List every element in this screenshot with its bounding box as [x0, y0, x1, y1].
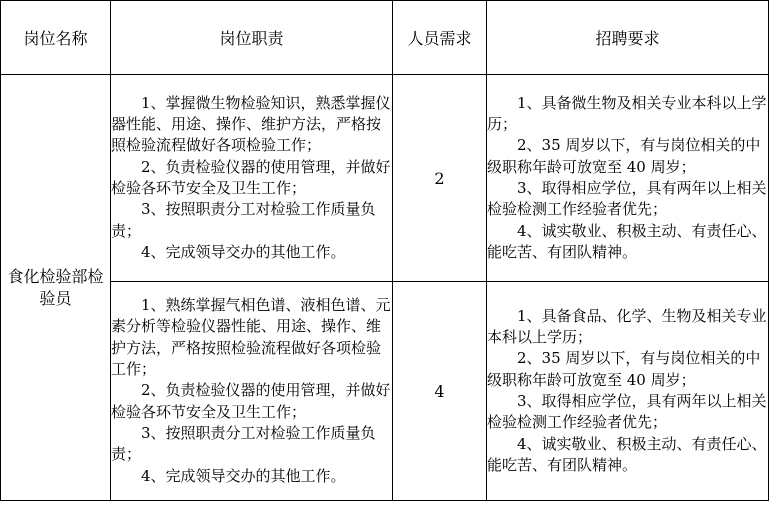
table-row: [1, 75, 769, 282]
header-requirements: 招聘要求: [487, 1, 769, 75]
duties-cell: [111, 75, 393, 282]
duty-item: 3、按照职责分工对检验工作质量负责；: [111, 200, 376, 240]
duty-item: 2、负责检验仪器的使用管理，并做好检验各环节安全及卫生工作；: [111, 157, 391, 197]
headcount-cell: 4: [393, 282, 487, 501]
header-duties: 岗位职责: [111, 1, 393, 75]
position-name-cell: [1, 75, 111, 501]
requirement-item: 3、取得相应学位，具有两年以上相关检验检测工作经验者优先；: [487, 179, 767, 219]
duty-item: 1、掌握微生物检验知识，熟悉掌握仪器性能、用途、操作、维护方法，严格按照检验流程做好各项检验工作；: [111, 93, 391, 155]
header-headcount: 人员需求: [393, 1, 487, 75]
requirements-cell: [487, 75, 769, 282]
header-position-name: 岗位名称: [1, 1, 111, 75]
duty-item: 4、完成领导交办的其他工作。: [141, 466, 346, 485]
requirement-item: 1、具备微生物及相关专业本科以上学历；: [487, 93, 767, 134]
duty-item: 2、负责检验仪器的使用管理，并做好检验各环节安全及卫生工作；: [111, 381, 391, 421]
table-row: [1, 282, 769, 501]
requirement-item: 4、诚实敬业、积极主动、有责任心、能吃苦、有团队精神。: [487, 221, 767, 261]
requirement-item: 2、35 周岁以下，有与岗位相关的中级职称年龄可放宽至 40 周岁；: [487, 349, 761, 389]
duty-item: 1、熟练掌握气相色谱、液相色谱、元素分析等检验仪器性能、用途、操作、维护方法，严格按照检验流程做好各项检验工作；: [111, 296, 391, 379]
duty-item: 4、完成领导交办的其他工作。: [141, 242, 346, 261]
requirements-cell: [487, 282, 769, 501]
header-row: [1, 1, 769, 75]
requirement-item: 2、35 周岁以下，有与岗位相关的中级职称年龄可放宽至 40 周岁；: [487, 136, 761, 176]
position-name: 食化检验部检验员: [7, 266, 104, 308]
requirement-item: 4、诚实敬业、积极主动、有责任心、能吃苦、有团队精神。: [487, 434, 767, 474]
requirement-item: 1、具备食品、化学、生物及相关专业本科以上学历；: [487, 306, 767, 347]
duties-cell: [111, 282, 393, 501]
duty-item: 3、按照职责分工对检验工作质量负责；: [111, 423, 376, 464]
headcount-cell: 2: [393, 75, 487, 282]
requirement-item: 3、取得相应学位，具有两年以上相关检验检测工作经验者优先；: [487, 392, 767, 432]
